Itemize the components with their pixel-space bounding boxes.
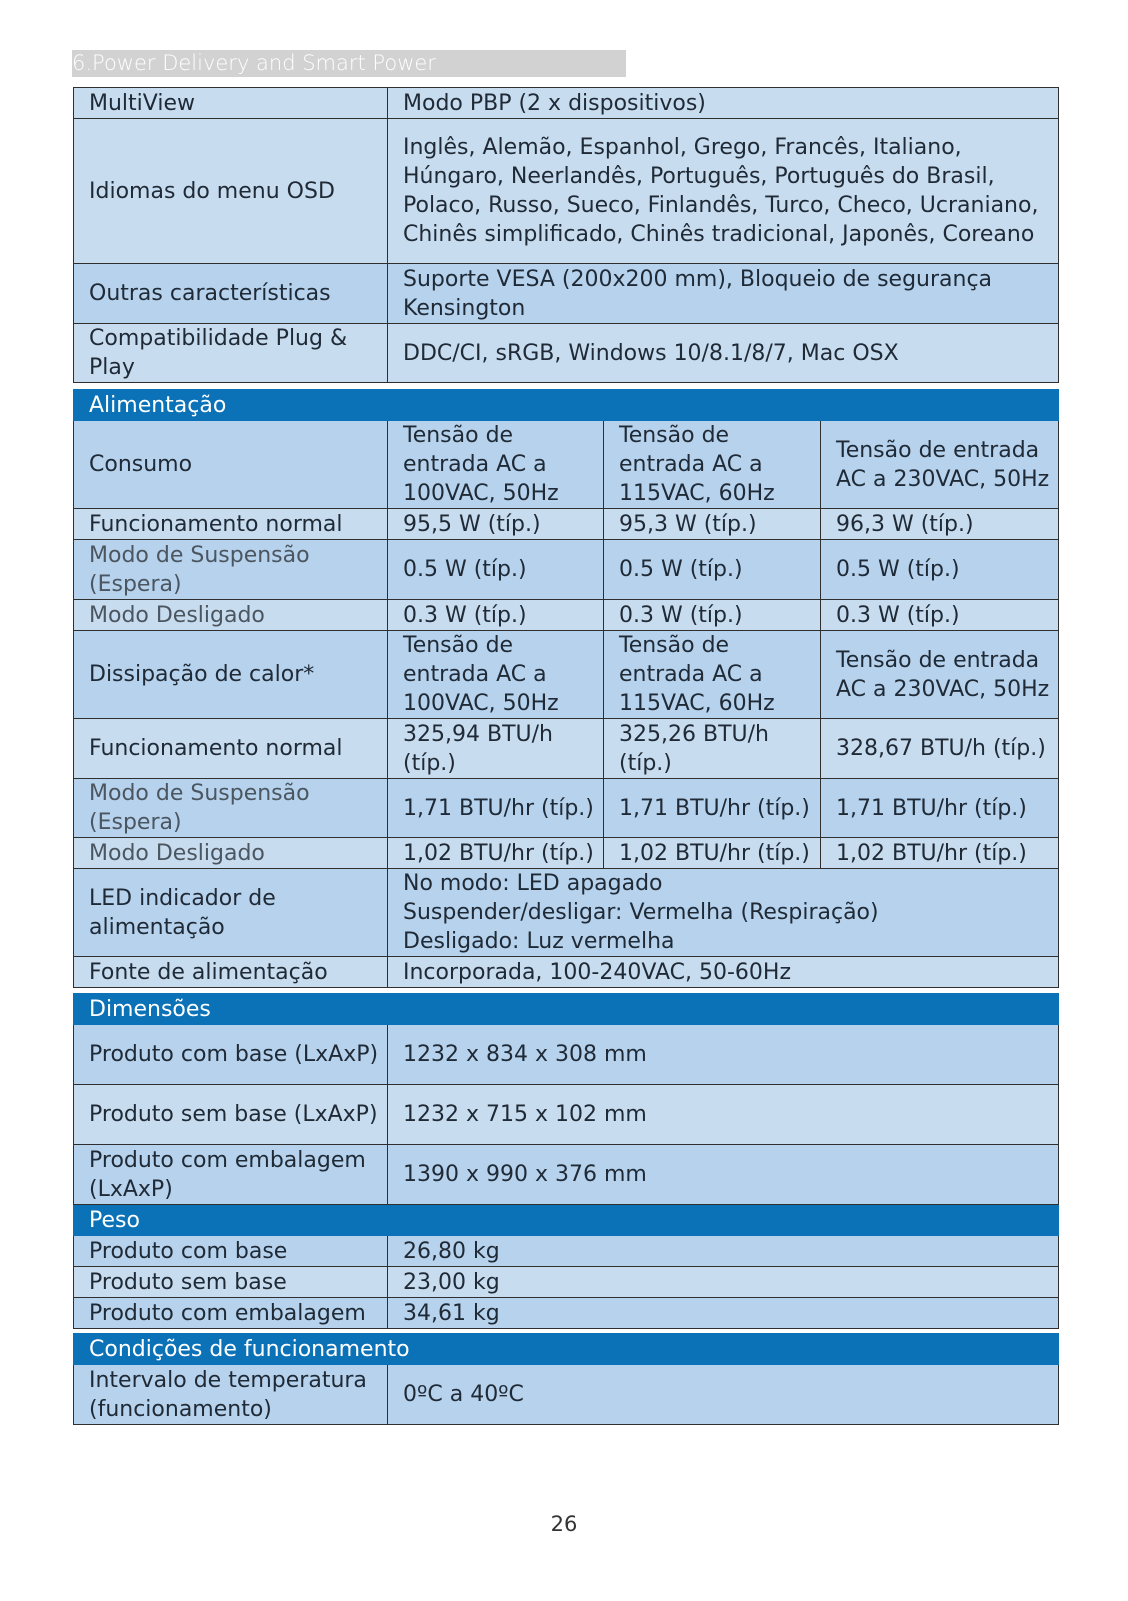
off-mode-label: Modo Desligado [74, 600, 388, 631]
power-led-line-3: Desligado: Luz vermelha [403, 929, 675, 954]
osd-languages-label: Idiomas do menu OSD [74, 119, 388, 264]
dim-without-stand-label: Produto sem base (LxAxP) [74, 1085, 388, 1145]
heat-off-230-value: 1,02 BTU/hr (típ.) [821, 838, 1059, 869]
heat-voltage-115-header: Tensão de entrada AC a 115VAC, 60Hz [604, 631, 821, 719]
other-features-value: Suporte VESA (200x200 mm), Bloqueio de segurança Kensington [388, 264, 1059, 324]
dim-with-stand-label: Produto com base (LxAxP) [74, 1025, 388, 1085]
osd-languages-value: Inglês, Alemão, Espanhol, Grego, Francês, Italiano, Húngaro, Neerlandês, Português, Português do Brasil, Polaco, Russo, Sueco, Finlandês, Turco, Checo, Ucraniano, Chinês simplificado, Chinês tradicional, Japonês, Coreano [388, 119, 1059, 264]
sleep-230-value: 0.5 W (típ.) [821, 540, 1059, 600]
heat-normal-100-value: 325,94 BTU/h (típ.) [388, 719, 604, 779]
power-led-value [388, 869, 1059, 957]
off-100-value: 0.3 W (típ.) [388, 600, 604, 631]
weight-section-title: Peso [74, 1205, 1059, 1236]
sleep-100-value: 0.5 W (típ.) [388, 540, 604, 600]
voltage-115-header: Tensão de entrada AC a 115VAC, 60Hz [604, 421, 821, 509]
multiview-value: Modo PBP (2 x dispositivos) [388, 88, 1059, 119]
features-table [73, 87, 1059, 383]
voltage-100-header: Tensão de entrada AC a 100VAC, 50Hz [388, 421, 604, 509]
normal-115-value: 95,3 W (típ.) [604, 509, 821, 540]
heat-dissipation-label: Dissipação de calor* [74, 631, 388, 719]
power-led-label: LED indicador de alimentação [74, 869, 388, 957]
operating-section-title: Condições de funcionamento [74, 1334, 1059, 1365]
other-features-label: Outras características [74, 264, 388, 324]
dim-without-stand-value: 1232 x 715 x 102 mm [388, 1085, 1059, 1145]
heat-sleep-115-value: 1,71 BTU/hr (típ.) [604, 779, 821, 838]
off-115-value: 0.3 W (típ.) [604, 600, 821, 631]
temperature-range-value: 0ºC a 40ºC [388, 1365, 1059, 1425]
page-number: 26 [550, 1512, 578, 1536]
heat-voltage-100-header: Tensão de entrada AC a 100VAC, 50Hz [388, 631, 604, 719]
heat-sleep-100-value: 1,71 BTU/hr (típ.) [388, 779, 604, 838]
weight-with-stand-label: Produto com base [74, 1236, 388, 1267]
heat-normal-label: Funcionamento normal [74, 719, 388, 779]
sleep-115-value: 0.5 W (típ.) [604, 540, 821, 600]
normal-230-value: 96,3 W (típ.) [821, 509, 1059, 540]
power-supply-value: Incorporada, 100-240VAC, 50-60Hz [388, 957, 1059, 988]
dim-packaging-label: Produto com embalagem (LxAxP) [74, 1145, 388, 1205]
power-supply-label: Fonte de alimentação [74, 957, 388, 988]
weight-with-stand-value: 26,80 kg [388, 1236, 1059, 1267]
weight-packaging-value: 34,61 kg [388, 1298, 1059, 1329]
heat-sleep-230-value: 1,71 BTU/hr (típ.) [821, 779, 1059, 838]
normal-100-value: 95,5 W (típ.) [388, 509, 604, 540]
normal-operation-label: Funcionamento normal [74, 509, 388, 540]
multiview-label: MultiView [74, 88, 388, 119]
plug-play-label: Compatibilidade Plug & Play [74, 324, 388, 383]
power-section-title: Alimentação [74, 390, 1059, 421]
sleep-mode-label: Modo de Suspensão (Espera) [74, 540, 388, 600]
operating-table [73, 1333, 1059, 1425]
heat-sleep-label: Modo de Suspensão (Espera) [74, 779, 388, 838]
heat-voltage-230-header: Tensão de entrada AC a 230VAC, 50Hz [821, 631, 1059, 719]
weight-packaging-label: Produto com embalagem [74, 1298, 388, 1329]
temperature-range-label: Intervalo de temperatura (funcionamento) [74, 1365, 388, 1425]
heat-off-label: Modo Desligado [74, 838, 388, 869]
section-header: 6.Power Delivery and Smart Power [72, 50, 626, 77]
weight-without-stand-value: 23,00 kg [388, 1267, 1059, 1298]
heat-off-100-value: 1,02 BTU/hr (típ.) [388, 838, 604, 869]
voltage-230-header: Tensão de entrada AC a 230VAC, 50Hz [821, 421, 1059, 509]
power-led-line-1: No modo: LED apagado [403, 871, 663, 896]
power-table [73, 389, 1059, 988]
heat-off-115-value: 1,02 BTU/hr (típ.) [604, 838, 821, 869]
heat-normal-115-value: 325,26 BTU/h (típ.) [604, 719, 821, 779]
weight-without-stand-label: Produto sem base [74, 1267, 388, 1298]
dim-packaging-value: 1390 x 990 x 376 mm [388, 1145, 1059, 1205]
off-230-value: 0.3 W (típ.) [821, 600, 1059, 631]
dimensions-section-title: Dimensões [74, 994, 1059, 1025]
heat-normal-230-value: 328,67 BTU/h (típ.) [821, 719, 1059, 779]
dimensions-table [73, 993, 1059, 1329]
consumption-label: Consumo [74, 421, 388, 509]
dim-with-stand-value: 1232 x 834 x 308 mm [388, 1025, 1059, 1085]
plug-play-value: DDC/CI, sRGB, Windows 10/8.1/8/7, Mac OSX [388, 324, 1059, 383]
power-led-line-2: Suspender/desligar: Vermelha (Respiração) [403, 900, 879, 925]
